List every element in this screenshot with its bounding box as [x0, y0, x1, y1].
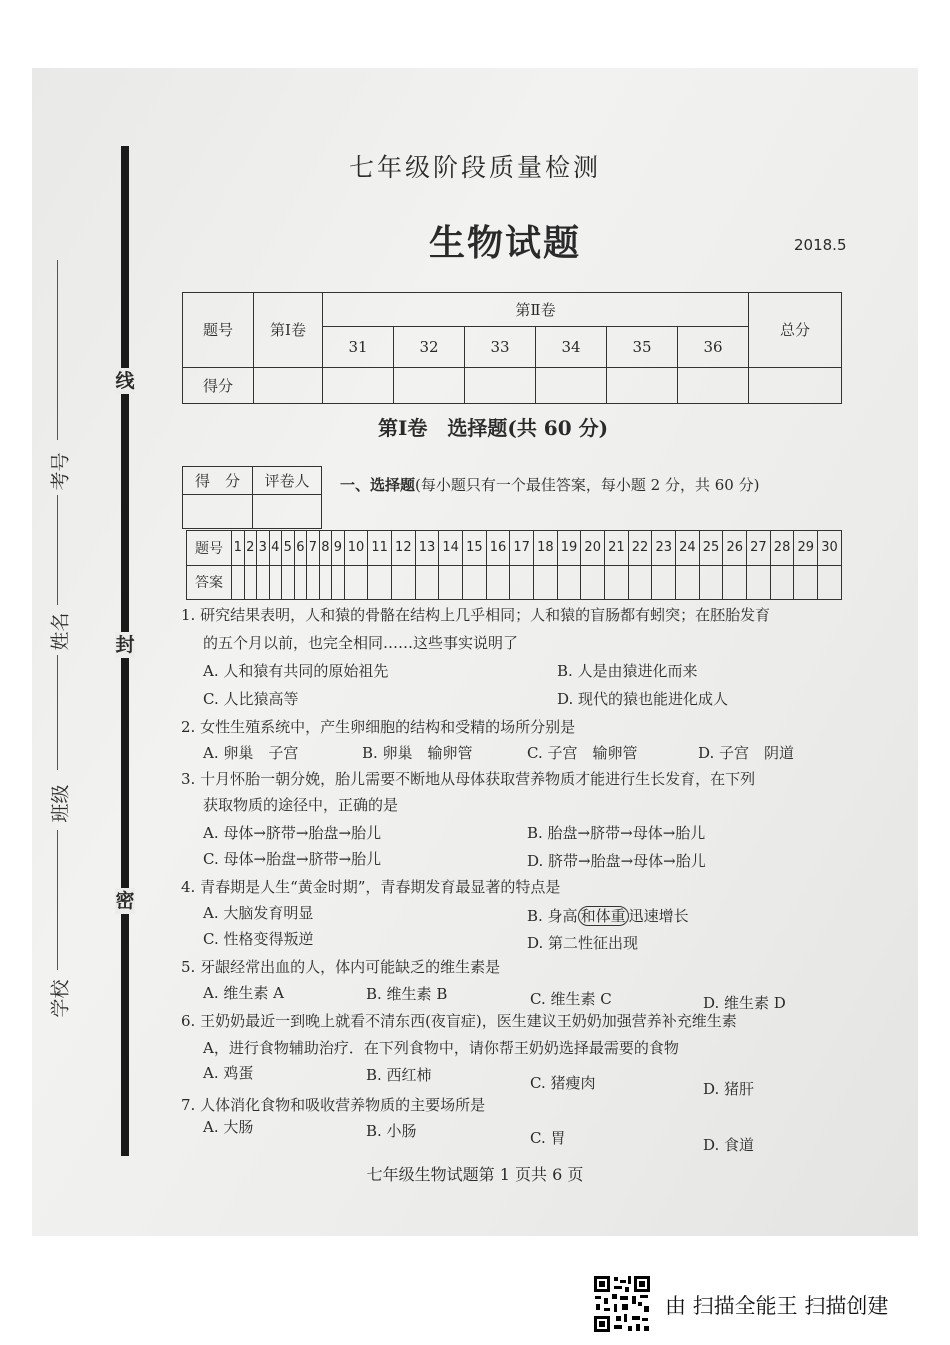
answer-fill-cell[interactable] [294, 565, 307, 600]
binding-char-xian: 线 [115, 370, 135, 392]
answer-number-cell: 30 [818, 531, 842, 566]
page-footer: 七年级生物试题第 1 页共 6 页 [366, 1165, 584, 1184]
score-col-32: 32 [394, 327, 465, 367]
answer-fill-cell[interactable] [439, 565, 463, 600]
binding-char-feng: 封 [115, 634, 135, 656]
answer-number-cell: 9 [332, 531, 345, 566]
answer-fill-cell[interactable] [269, 565, 282, 600]
question-6-option-b[interactable]: B. 西红柿 [366, 1066, 432, 1084]
answer-fill-cell[interactable] [486, 565, 510, 600]
label-school: 学校 [49, 979, 72, 1018]
question-6-option-d[interactable]: D. 猪肝 [703, 1080, 755, 1098]
answer-number-cell: 8 [319, 531, 332, 566]
question-2: 2. 女性生殖系统中，产生卵细胞的结构和受精的场所分别是 [181, 718, 576, 736]
answer-number-cell: 15 [463, 531, 487, 566]
answer-number-cell: 11 [368, 531, 392, 566]
blank-line-school[interactable] [57, 830, 58, 970]
question-6-option-c[interactable]: C. 猪瘦肉 [530, 1074, 596, 1092]
question-1-option-b[interactable]: B. 人是由猿进化而来 [557, 662, 698, 680]
label-name: 姓名 [49, 612, 72, 651]
question-2-option-b[interactable]: B. 卵巢 输卵管 [362, 744, 473, 762]
answer-number-cell: 2 [244, 531, 257, 566]
answer-fill-cell[interactable] [463, 565, 487, 600]
score-cell[interactable] [394, 367, 465, 403]
answer-fill-cell[interactable] [510, 565, 534, 600]
answer-number-cell: 27 [747, 531, 771, 566]
score-cell[interactable] [607, 367, 678, 403]
question-4-option-a[interactable]: A. 大脑发育明显 [203, 904, 314, 922]
score-table-part2: 第Ⅱ卷 [323, 293, 749, 327]
answer-number-cell: 29 [794, 531, 818, 566]
score-table [182, 292, 842, 404]
scanner-watermark-text: 由 扫描全能王 扫描创建 [665, 1294, 889, 1318]
question-3-option-d[interactable]: D. 脐带→胎盘→母体→胎儿 [527, 852, 706, 870]
answer-fill-cell[interactable] [605, 565, 629, 600]
answer-number-cell: 13 [415, 531, 439, 566]
answer-number-cell: 12 [391, 531, 415, 566]
answer-number-cell: 20 [581, 531, 605, 566]
exam-date: 2018.5 [794, 236, 847, 254]
question-4-option-c[interactable]: C. 性格变得叛逆 [203, 930, 314, 948]
answer-fill-cell[interactable] [391, 565, 415, 600]
question-1-line-2: 的五个月以前，也完全相同……这些事实说明了 [203, 634, 519, 652]
question-5-option-b[interactable]: B. 维生素 B [366, 985, 448, 1003]
question-7-option-d[interactable]: D. 食道 [703, 1136, 755, 1154]
answer-fill-cell[interactable] [557, 565, 581, 600]
question-3-line-1: 3. 十月怀胎一朝分娩，胎儿需要不断地从母体获取营养物质才能进行生长发育，在下列 [181, 770, 756, 788]
answer-fill-cell[interactable] [319, 565, 332, 600]
instruction-heading: 一、选择题 [340, 476, 416, 494]
question-2-option-a[interactable]: A. 卵巢 子宫 [203, 744, 299, 762]
answer-number-cell: 28 [770, 531, 794, 566]
answer-fill-cell[interactable] [676, 565, 700, 600]
score-col-34: 34 [536, 327, 607, 367]
answer-number-cell: 14 [439, 531, 463, 566]
question-6-line-1: 6. 王奶奶最近一到晚上就看不清东西(夜盲症)，医生建议王奶奶加强营养补充维生素 [181, 1012, 737, 1030]
question-1-option-a[interactable]: A. 人和猿有共同的原始祖先 [203, 662, 389, 680]
grader-score-label: 得 分 [183, 467, 253, 495]
question-1-option-c[interactable]: C. 人比猿高等 [203, 690, 299, 708]
answer-number-cell: 23 [652, 531, 676, 566]
subject-title: 生物试题 [428, 222, 581, 264]
answer-fill-cell[interactable] [628, 565, 652, 600]
score-row-label: 得分 [183, 367, 254, 403]
answer-number-cell: 25 [699, 531, 723, 566]
answer-fill-cell[interactable] [723, 565, 747, 600]
blank-line-exam-number[interactable] [57, 260, 58, 440]
question-5-option-a[interactable]: A. 维生素 A [203, 984, 284, 1002]
grader-name-label: 评卷人 [253, 467, 322, 495]
answer-table-number-header: 题号 [187, 531, 232, 566]
answer-fill-cell[interactable] [307, 565, 320, 600]
question-5-option-d[interactable]: D. 维生素 D [703, 994, 786, 1012]
answer-number-cell: 6 [294, 531, 307, 566]
label-class: 班级 [49, 784, 72, 823]
question-3-option-b[interactable]: B. 胎盘→脐带→母体→胎儿 [527, 824, 706, 842]
answer-fill-cell[interactable] [652, 565, 676, 600]
score-col-33: 33 [465, 327, 536, 367]
answer-fill-cell[interactable] [232, 565, 245, 600]
score-cell[interactable] [465, 367, 536, 403]
score-cell[interactable] [323, 367, 394, 403]
question-1-option-d[interactable]: D. 现代的猿也能进化成人 [557, 690, 729, 708]
question-3-option-c[interactable]: C. 母体→胎盘→脐带→胎儿 [203, 850, 382, 868]
answer-number-cell: 22 [628, 531, 652, 566]
blank-line-class[interactable] [57, 655, 58, 770]
label-exam-number: 考号 [49, 452, 72, 491]
question-3-line-2: 获取物质的途径中，正确的是 [203, 796, 399, 814]
answer-number-cell: 1 [232, 531, 245, 566]
score-cell[interactable] [678, 367, 749, 403]
question-7-option-b[interactable]: B. 小肠 [366, 1122, 417, 1140]
answer-number-cell: 26 [723, 531, 747, 566]
question-6-line-2: A，进行食物辅助治疗．在下列食物中，请你帮王奶奶选择最需要的食物 [203, 1039, 679, 1057]
score-col-35: 35 [607, 327, 678, 367]
question-2-option-d[interactable]: D. 子宫 阴道 [698, 744, 795, 762]
qr-code-icon [592, 1274, 652, 1334]
answer-fill-cell[interactable] [770, 565, 794, 600]
instruction-text: (每小题只有一个最佳答案，每小题 2 分，共 60 分) [415, 476, 760, 494]
answer-number-cell: 17 [510, 531, 534, 566]
answer-number-cell: 4 [269, 531, 282, 566]
answer-fill-cell[interactable] [244, 565, 257, 600]
question-7: 7. 人体消化食物和吸收营养物质的主要场所是 [181, 1096, 486, 1114]
question-1-line-1: 1. 研究结果表明，人和猿的骨骼在结构上几乎相同；人和猿的盲肠都有蚓突；在胚胎发育 [181, 606, 771, 624]
question-4-option-b-tail: 迅速增长 [628, 907, 689, 925]
score-cell[interactable] [536, 367, 607, 403]
exam-title: 七年级阶段质量检测 [348, 153, 601, 182]
answer-fill-cell[interactable] [581, 565, 605, 600]
answer-fill-cell[interactable] [368, 565, 392, 600]
score-cell[interactable] [254, 367, 323, 403]
answer-number-cell: 5 [282, 531, 295, 566]
answer-number-cell: 24 [676, 531, 700, 566]
question-5-option-c[interactable]: C. 维生素 C [530, 990, 612, 1008]
grader-score-cell[interactable] [183, 495, 253, 529]
score-cell-total[interactable] [749, 367, 842, 403]
grader-table [182, 466, 322, 529]
answer-fill-cell[interactable] [818, 565, 842, 600]
question-7-option-a[interactable]: A. 大肠 [203, 1118, 254, 1136]
answer-table [186, 530, 842, 600]
answer-fill-cell[interactable] [747, 565, 771, 600]
answer-number-cell: 18 [534, 531, 558, 566]
question-3-option-a[interactable]: A. 母体→脐带→胎盘→胎儿 [203, 824, 382, 842]
answer-fill-cell[interactable] [534, 565, 558, 600]
answer-number-cell: 19 [557, 531, 581, 566]
question-4-option-d[interactable]: D. 第二性征出现 [527, 934, 639, 952]
answer-fill-cell[interactable] [344, 565, 368, 600]
question-2-option-c[interactable]: C. 子宫 输卵管 [527, 744, 638, 762]
score-col-31: 31 [323, 327, 394, 367]
answer-fill-cell[interactable] [257, 565, 270, 600]
answer-fill-cell[interactable] [794, 565, 818, 600]
grader-name-cell[interactable] [253, 495, 322, 529]
score-col-36: 36 [678, 327, 749, 367]
answer-number-cell: 3 [257, 531, 270, 566]
answer-number-cell: 10 [344, 531, 368, 566]
question-7-option-c[interactable]: C. 胃 [530, 1129, 566, 1147]
question-6-option-a[interactable]: A. 鸡蛋 [203, 1064, 254, 1082]
handwritten-circle-mark: 和体重 [578, 906, 629, 926]
answer-number-cell: 21 [605, 531, 629, 566]
score-table-row-header: 题号 [183, 293, 254, 368]
section-instruction [340, 474, 759, 495]
answer-fill-cell[interactable] [282, 565, 295, 600]
answer-fill-cell[interactable] [332, 565, 345, 600]
answer-number-cell: 7 [307, 531, 320, 566]
question-5: 5. 牙龈经常出血的人，体内可能缺乏的维生素是 [181, 958, 501, 976]
answer-table-answer-header: 答案 [187, 565, 232, 600]
blank-line-name[interactable] [57, 495, 58, 605]
binding-char-mi: 密 [115, 890, 135, 912]
question-4-option-b[interactable] [527, 905, 689, 926]
score-table-total: 总分 [749, 293, 842, 368]
question-4: 4. 青春期是人生“黄金时期”，青春期发育最显著的特点是 [181, 878, 561, 896]
question-4-option-b-head: B. 身高 [527, 907, 578, 925]
score-table-part1: 第Ⅰ卷 [254, 293, 323, 368]
answer-fill-cell[interactable] [415, 565, 439, 600]
answer-fill-cell[interactable] [699, 565, 723, 600]
answer-number-cell: 16 [486, 531, 510, 566]
section-title: 第Ⅰ卷 选择题(共 60 分) [378, 416, 609, 440]
